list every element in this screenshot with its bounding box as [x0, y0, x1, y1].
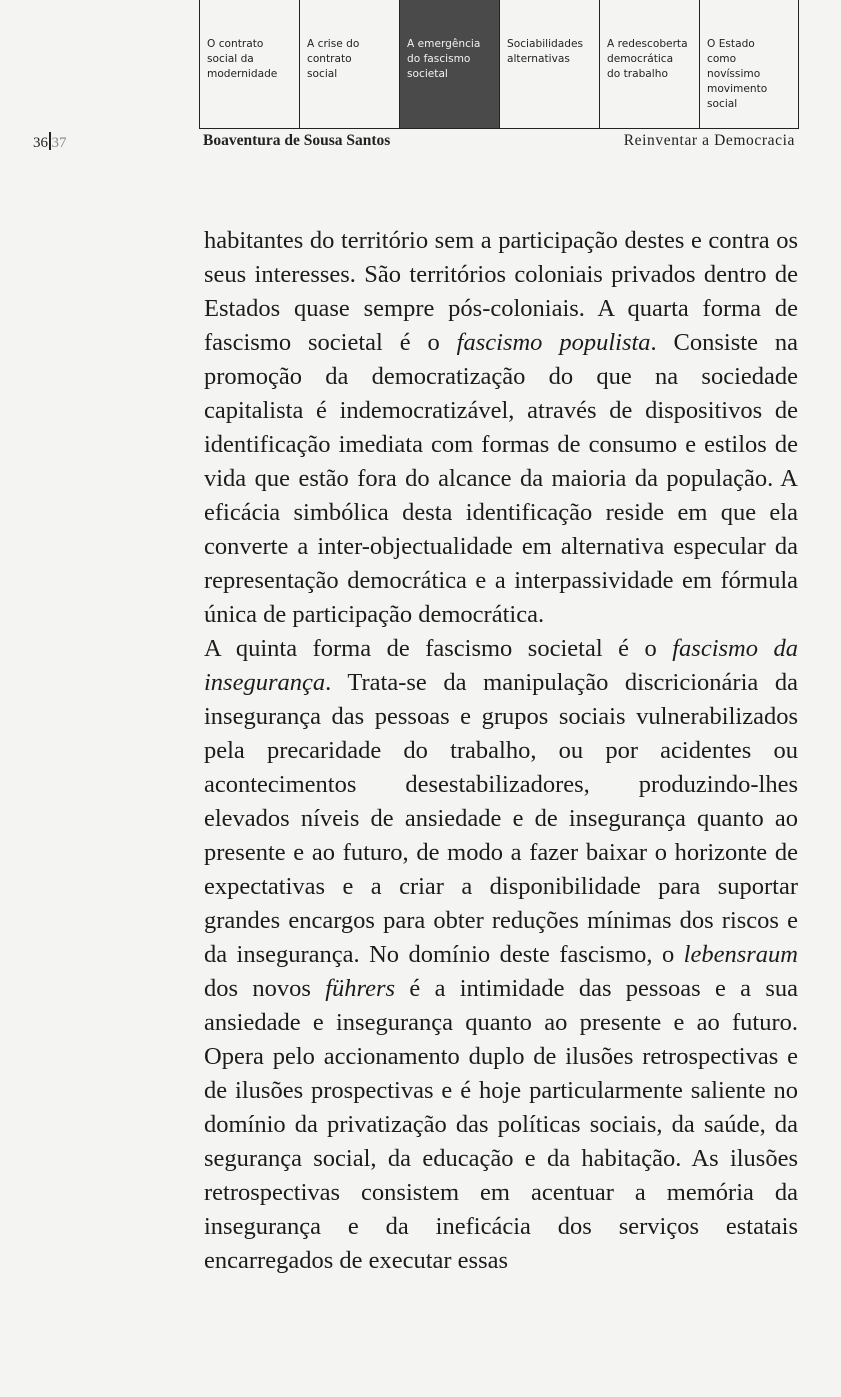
text-run: . Consiste na promoção da democratização do que na sociedade capitalista é indemocratizável, através de dispositivos de identificação imediata com formas de consumo e estilos de vida que estão fora do alcance da maioria da população. A eficácia simbólica desta identificação reside em que ela converte a inter-objectualidade em alternativa especular da representação democrática e a interpassividade em fórmula única de participação democrática. [204, 329, 798, 628]
tab-sociabilidades[interactable]: Sociabilidades alternativas [499, 0, 599, 128]
tab-contrato-social[interactable]: O contrato social da modernidade [199, 0, 299, 128]
tab-crise-contrato[interactable]: A crise do contrato social [299, 0, 399, 128]
text-run: é a intimidade das pessoas e a sua ansiedade e insegurança quanto ao presente e ao futuro. Opera pelo accionamento duplo de ilusões retrospectivas e de ilusões prospectivas e é hoje particularmente saliente no domínio da privatização das políticas sociais, da saúde, da segurança social, da educação e da habitação. As ilusões retrospectivas consistem em acentuar a memória da insegurança e da ineficácia dos serviços estatais encarregados de executar essas [204, 975, 798, 1274]
running-head-author: Boaventura de Sousa Santos [203, 132, 391, 149]
page-number [33, 132, 67, 152]
tab-fascismo-societal[interactable]: A emergência do fascismo societal [399, 0, 499, 128]
paragraph-quarta-forma [204, 224, 798, 632]
page-next: 37 [51, 135, 67, 151]
body-text [204, 224, 798, 1278]
italic-term: fascismo da insegurança [204, 635, 798, 696]
running-head-title: Reinventar a Democracia [623, 132, 795, 149]
text-run: . Trata-se da manipulação discricionária da insegurança das pessoas e grupos sociais vulnerabilizados pela precaridade do trabalho, ou por acidentes ou acontecimentos desestabilizadores, produzindo-lhes elevados níveis de ansiedade e de insegurança quanto ao presente e ao futuro, de modo a fazer baixar o horizonte de expectativas e a criar a disponibilidade para suportar grandes encargos para obter reduções mínimas dos riscos e da insegurança. No domínio deste fascismo, o [204, 669, 798, 968]
text-run: habitantes do território sem a participação destes e contra os seus interesses. São territórios coloniais privados dentro de Estados quase sempre pós-coloniais. A quarta forma de fascismo societal é o [204, 227, 798, 356]
italic-term: lebensraum [683, 941, 798, 968]
paragraph-quinta-forma [204, 632, 798, 1278]
tab-estado-movimento[interactable]: O Estado como novíssimo movimento social [699, 0, 799, 128]
italic-term: fascismo populista [456, 329, 651, 356]
page-current: 36 [33, 135, 48, 151]
chapter-tabs [199, 0, 799, 129]
page-separator [49, 132, 51, 150]
text-run: dos novos [204, 975, 326, 1002]
tab-redescoberta-trabalho[interactable]: A redescoberta democrática do trabalho [599, 0, 699, 128]
italic-term: führers [325, 975, 396, 1002]
text-run: A quinta forma de fascismo societal é o [204, 635, 673, 662]
